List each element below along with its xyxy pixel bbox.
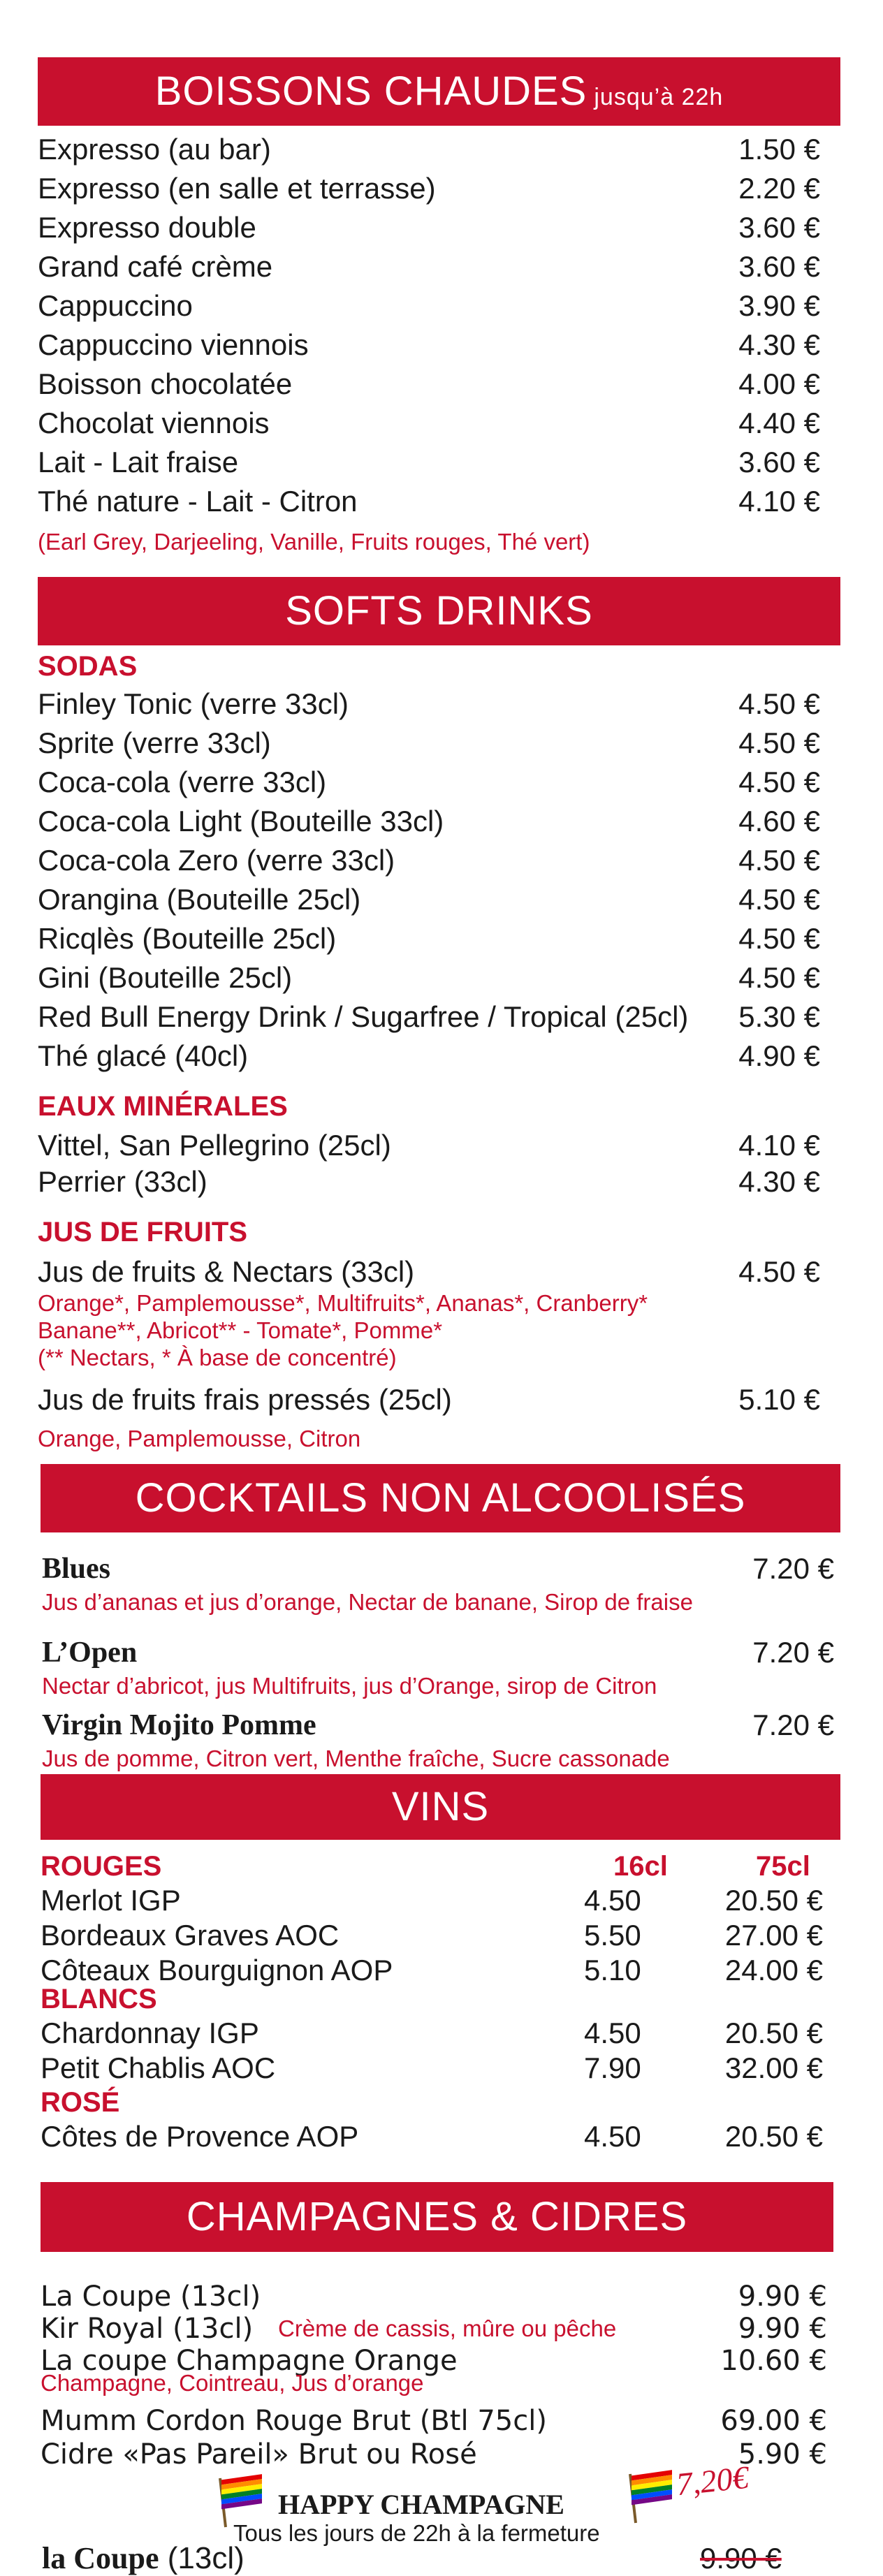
- wine-name: Côtes de Provence AOP: [41, 2120, 359, 2153]
- price-16cl: 4.50: [584, 2120, 641, 2153]
- wine-row: [41, 2016, 823, 2051]
- column-75cl: 75cl: [756, 1851, 810, 1882]
- menu-row: [38, 1164, 820, 1200]
- item-price: 4.50 €: [738, 687, 820, 720]
- cocktail-price: 7.20 €: [752, 1708, 834, 1741]
- cocktail-name: Blues: [42, 1553, 111, 1585]
- item-name: Lait - Lait fraise: [38, 446, 239, 478]
- wine-row: [41, 1883, 823, 1918]
- menu-row: [38, 842, 820, 879]
- menu-row: [38, 686, 820, 722]
- fresh-juice-note: Orange, Pamplemousse, Citron: [38, 1426, 361, 1451]
- item-price: 3.60 €: [738, 211, 820, 244]
- item-name: Expresso (en salle et terrasse): [38, 172, 436, 205]
- champagne-row: [41, 2403, 827, 2439]
- happy-old-price: 9.90 €: [700, 2542, 782, 2575]
- champagne-row: [41, 2311, 827, 2347]
- menu-row: [38, 999, 820, 1035]
- banner-suffix: jusqu’à 22h: [594, 84, 724, 110]
- menu-row: [38, 1127, 820, 1164]
- cocktail-name: L’Open: [42, 1637, 138, 1669]
- subheading-eaux: EAUX MINÉRALES: [38, 1091, 288, 1122]
- item-price: 2.20 €: [738, 172, 820, 205]
- item-name: Thé glacé (40cl): [38, 1039, 249, 1072]
- item-name: Ricqlès (Bouteille 25cl): [38, 922, 337, 955]
- menu-row: [38, 405, 820, 441]
- juice-note: Orange*, Pamplemousse*, Multifruits*, Ananas*, Cranberry*: [38, 1290, 648, 1316]
- subheading-blancs: BLANCS: [41, 1984, 157, 2014]
- subheading-rose: ROSÉ: [41, 2087, 120, 2118]
- banner-cocktails: COCKTAILS NON ALCOOLISÉS: [41, 1464, 840, 1532]
- item-name: Chocolat viennois: [38, 407, 270, 439]
- item-price: 3.60 €: [738, 250, 820, 283]
- item-name: Sprite (verre 33cl): [38, 726, 271, 759]
- cocktail-row: [42, 1551, 834, 1587]
- item-price: 4.10 €: [738, 485, 820, 518]
- champagne-name: Cidre «Pas Pareil» Brut ou Rosé: [41, 2438, 477, 2471]
- happy-item-name: la Coupe: [42, 2541, 159, 2575]
- wine-row: [41, 2119, 823, 2154]
- menu-row: [38, 960, 820, 996]
- item-price: 4.30 €: [738, 1165, 820, 1198]
- item-name: Grand café crème: [38, 250, 273, 283]
- subheading-rouges: ROUGES: [41, 1851, 162, 1882]
- champagne-name: La coupe Champagne Orange: [41, 2345, 458, 2377]
- price-75cl: 27.00 €: [724, 1919, 823, 1952]
- happy-champagne-title: HAPPY CHAMPAGNE: [278, 2489, 564, 2520]
- item-price: 4.50 €: [738, 961, 820, 994]
- price-16cl: 4.50: [584, 1884, 641, 1917]
- price-16cl: 5.10: [584, 1954, 641, 1986]
- item-price: 1.50 €: [738, 133, 820, 166]
- item-price: 4.50 €: [738, 922, 820, 955]
- item-price: 4.50 €: [738, 766, 820, 798]
- item-price: 4.10 €: [738, 1129, 820, 1162]
- cocktail-description: Nectar d’abricot, jus Multifruits, jus d’Orange, sirop de Citron: [42, 1673, 657, 1699]
- column-16cl: 16cl: [613, 1851, 668, 1882]
- banner-title: BOISSONS CHAUDES: [154, 68, 588, 114]
- price-75cl: 20.50 €: [724, 2017, 823, 2049]
- item-name: Finley Tonic (verre 33cl): [38, 687, 349, 720]
- wine-name: Petit Chablis AOC: [41, 2051, 276, 2084]
- rainbow-flag-icon: [623, 2468, 675, 2524]
- item-name: Thé nature - Lait - Citron: [38, 485, 358, 518]
- cocktail-price: 7.20 €: [752, 1636, 834, 1669]
- happy-champagne-subtitle: Tous les jours de 22h à la fermeture: [233, 2520, 600, 2546]
- champagne-row: [41, 2278, 827, 2315]
- cocktail-price: 7.20 €: [752, 1552, 834, 1585]
- price-16cl: 7.90: [584, 2051, 641, 2084]
- item-price: 4.90 €: [738, 1039, 820, 1072]
- price-75cl: 24.00 €: [724, 1954, 823, 1986]
- item-price: 4.60 €: [738, 805, 820, 837]
- menu-row: [38, 327, 820, 363]
- item-price: 5.30 €: [738, 1000, 820, 1033]
- happy-item-size: (13cl): [167, 2541, 245, 2575]
- item-name: Coca-cola Light (Bouteille 33cl): [38, 805, 444, 837]
- item-name: Cappuccino viennois: [38, 328, 309, 361]
- champagne-price: 69.00 €: [720, 2405, 827, 2437]
- menu-row: [38, 249, 820, 285]
- menu-row: [38, 170, 820, 207]
- cocktail-row: [42, 1707, 834, 1743]
- menu-row: [38, 366, 820, 402]
- cocktail-name: Virgin Mojito Pomme: [42, 1709, 316, 1741]
- item-name: Orangina (Bouteille 25cl): [38, 883, 361, 916]
- menu-row: [38, 131, 820, 168]
- wine-name: Merlot IGP: [41, 1884, 181, 1917]
- juice-note: (** Nectars, * À base de concentré): [38, 1345, 397, 1370]
- menu-row: [38, 921, 820, 957]
- item-name: Jus de fruits frais pressés (25cl): [38, 1383, 452, 1416]
- wine-name: Chardonnay IGP: [41, 2017, 259, 2049]
- champagne-price: 9.90 €: [738, 2281, 827, 2313]
- champagne-name: Kir Royal (13cl): [41, 2313, 254, 2345]
- subheading-jus: JUS DE FRUITS: [38, 1217, 248, 1247]
- item-name: Boisson chocolatée: [38, 367, 293, 400]
- item-name: Vittel, San Pellegrino (25cl): [38, 1129, 391, 1162]
- item-name: Expresso (au bar): [38, 133, 271, 166]
- item-price: 3.60 €: [738, 446, 820, 478]
- orange-champagne-note: Champagne, Cointreau, Jus d’orange: [41, 2370, 424, 2396]
- item-price: 4.50 €: [738, 1255, 820, 1288]
- item-name: Perrier (33cl): [38, 1165, 207, 1198]
- wine-row: [41, 2051, 823, 2086]
- menu-row: [38, 1382, 820, 1418]
- menu-row: [38, 1038, 820, 1074]
- price-75cl: 20.50 €: [724, 2120, 823, 2153]
- champagne-price: 9.90 €: [738, 2313, 827, 2345]
- menu-row: [38, 444, 820, 481]
- cocktail-description: Jus d’ananas et jus d’orange, Nectar de banane, Sirop de fraise: [42, 1589, 693, 1615]
- item-name: Expresso double: [38, 211, 256, 244]
- happy-coupe-row: [42, 2541, 245, 2576]
- menu-row: [38, 881, 820, 918]
- juice-note: Banane**, Abricot** - Tomate*, Pomme*: [38, 1317, 443, 1343]
- champagne-price: 10.60 €: [720, 2345, 827, 2377]
- price-16cl: 4.50: [584, 2017, 641, 2049]
- item-name: Coca-cola (verre 33cl): [38, 766, 327, 798]
- champagne-price: 5.90 €: [738, 2438, 827, 2471]
- wine-row: [41, 1918, 823, 1953]
- item-price: 4.00 €: [738, 367, 820, 400]
- item-price: 4.30 €: [738, 328, 820, 361]
- menu-row: [38, 288, 820, 324]
- menu-row: [38, 803, 820, 840]
- item-price: 4.50 €: [738, 844, 820, 877]
- cocktail-row: [42, 1634, 834, 1671]
- menu-row: [38, 483, 820, 520]
- menu-row: [38, 725, 820, 761]
- item-price: 3.90 €: [738, 289, 820, 322]
- item-name: Cappuccino: [38, 289, 193, 322]
- wine-name: Côteaux Bourguignon AOP: [41, 1954, 393, 1986]
- banner-vins: VINS: [41, 1774, 840, 1840]
- item-name: Red Bull Energy Drink / Sugarfree / Tropical (25cl): [38, 1000, 689, 1033]
- banner-boissons-chaudes: [38, 57, 840, 126]
- cocktail-description: Jus de pomme, Citron vert, Menthe fraîche, Sucre cassonade: [42, 1746, 670, 1771]
- item-price: 4.50 €: [738, 883, 820, 916]
- champagne-name: Mumm Cordon Rouge Brut (Btl 75cl): [41, 2405, 547, 2437]
- price-16cl: 5.50: [584, 1919, 641, 1952]
- price-75cl: 20.50 €: [724, 1884, 823, 1917]
- item-name: Coca-cola Zero (verre 33cl): [38, 844, 395, 877]
- item-price: 4.40 €: [738, 407, 820, 439]
- item-name: Gini (Bouteille 25cl): [38, 961, 293, 994]
- menu-row: [38, 764, 820, 800]
- menu-row: [38, 210, 820, 246]
- happy-new-price: 7,20€: [674, 2459, 750, 2503]
- item-name: Jus de fruits & Nectars (33cl): [38, 1255, 415, 1288]
- wine-name: Bordeaux Graves AOC: [41, 1919, 340, 1952]
- item-price: 5.10 €: [738, 1383, 820, 1416]
- tea-flavours-note: (Earl Grey, Darjeeling, Vanille, Fruits rouges, Thé vert): [38, 529, 590, 555]
- champagne-name: La Coupe (13cl): [41, 2281, 261, 2313]
- price-75cl: 32.00 €: [724, 2051, 823, 2084]
- banner-champagnes: CHAMPAGNES & CIDRES: [41, 2182, 833, 2252]
- item-price: 4.50 €: [738, 726, 820, 759]
- menu-row: [38, 1254, 820, 1290]
- subheading-sodas: SODAS: [38, 651, 138, 682]
- banner-softs-drinks: SOFTS DRINKS: [38, 577, 840, 645]
- champagne-extra: Crème de cassis, mûre ou pêche: [278, 2315, 617, 2341]
- wine-row: [41, 1953, 823, 1988]
